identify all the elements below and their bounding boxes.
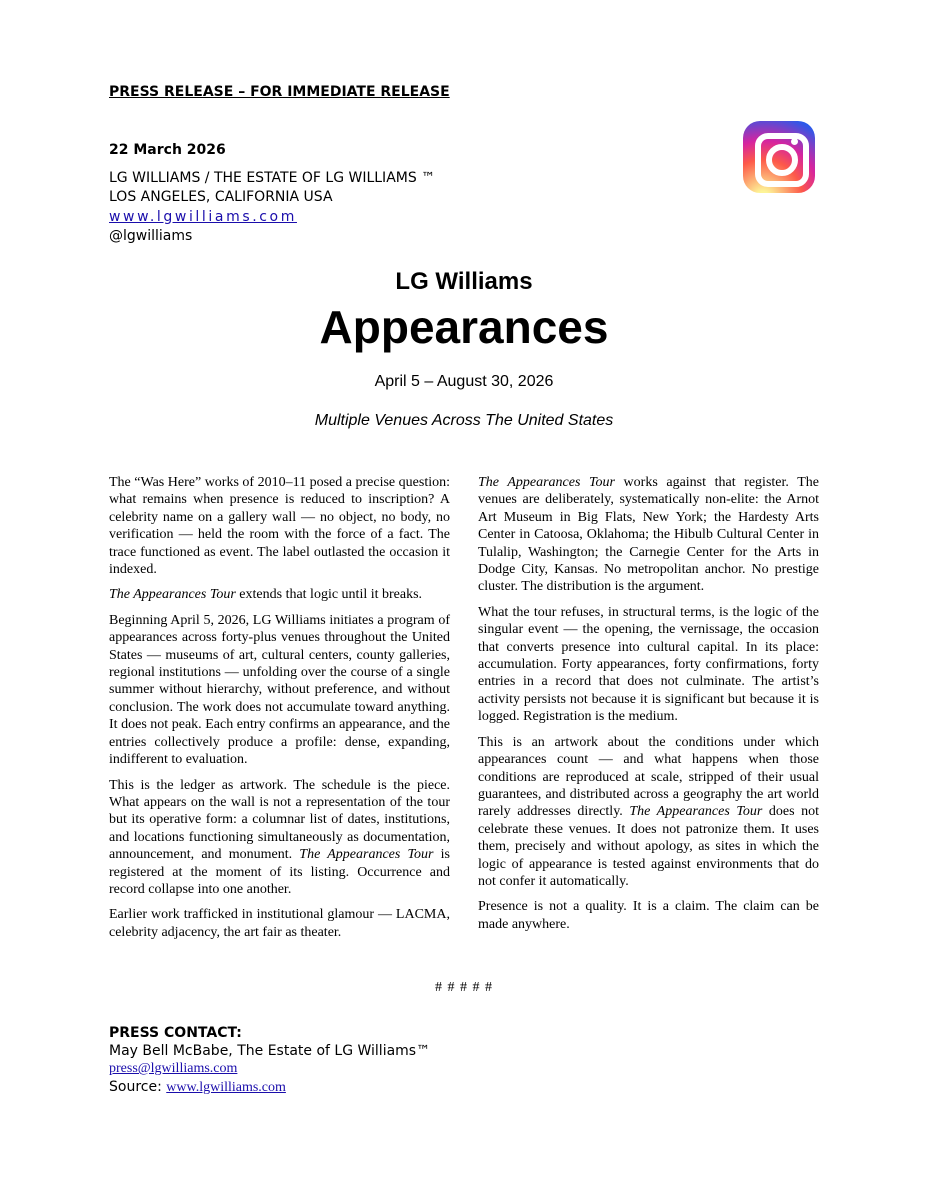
social-handle: @lgwilliams xyxy=(109,228,193,244)
instagram-icon-dot xyxy=(791,138,798,145)
website-link[interactable]: www.lgwilliams.com xyxy=(109,208,297,225)
body-paragraph-2 xyxy=(109,586,450,603)
body-paragraph-3: Beginning April 5, 2026, LG Williams initiates a program of appearances across forty-plus venues throughout the United States — museums of art, cultural centers, county galleries, regional institutions — unfolding over the course of a single summer without hierarchy, without preference, and without conclusion. The work does not accumulate toward anything. It does not peak. Each entry confirms an appearance, and the entries collectively produce a profile: dense, expanding, indifferent to evaluation. xyxy=(109,612,450,768)
instagram-icon[interactable] xyxy=(743,121,815,193)
exhibition-dates: April 5 – August 30, 2026 xyxy=(374,373,554,390)
body-text: extends that logic until it breaks. xyxy=(235,587,423,603)
body-column-right xyxy=(478,474,819,941)
body-paragraph-4 xyxy=(109,777,450,899)
exhibition-venues: Multiple Venues Across The United States xyxy=(314,412,614,429)
org-location: LOS ANGELES, CALIFORNIA USA xyxy=(109,189,333,205)
end-mark: # # # # # xyxy=(435,980,493,995)
body-column-left xyxy=(109,474,450,949)
header-block xyxy=(109,141,435,247)
contact-email-link[interactable]: press@lgwilliams.com xyxy=(109,1061,238,1076)
contact-label: PRESS CONTACT: xyxy=(109,1025,242,1041)
body-text: This is an artwork about the conditions under which appearances count — and what happens when those conditions are reproduced at scale, stripped of their usual guarantees, and distributed across a geography the art world rarely addresses directly. xyxy=(478,734,819,820)
exhibition-title: Appearances xyxy=(319,301,609,353)
org-name: LG WILLIAMS / THE ESTATE OF LG WILLIAMS ™ xyxy=(109,169,436,186)
body-text: This is the ledger as artwork. The schedule is the piece. What appears on the wall is not a representation of the tour but its operative form: a columnar list of dates, institutions, and locations functioning simultaneously as documentation, announcement, and monument. xyxy=(109,777,450,863)
body-paragraph-5: Earlier work trafficked in institutional glamour — LACMA, celebrity adjacency, the art fair as theater. xyxy=(109,907,450,940)
tour-title-italic: The Appearances Tour xyxy=(109,587,236,603)
source-link[interactable]: www.lgwilliams.com xyxy=(166,1080,286,1095)
body-text: does not celebrate these venues. It does not patronize them. It uses them, precisely and without apology, as sites in which the logic of appearance is tested against environments that do not confer it automatically. xyxy=(478,804,819,889)
body-paragraph-1: The “Was Here” works of 2010–11 posed a precise question: what remains when presence is reduced to inscription? A celebrity name on a gallery wall — no object, no body, no verification — held the room with the force of a fact. The trace functioned as event. The label outlasted the occasion it indexed. xyxy=(109,475,450,578)
source-line xyxy=(109,1078,430,1097)
body-paragraph-8 xyxy=(478,734,819,891)
tour-title-italic: The Appearances Tour xyxy=(478,475,615,490)
release-line: PRESS RELEASE – FOR IMMEDIATE RELEASE xyxy=(109,84,450,100)
tour-title-italic: The Appearances Tour xyxy=(299,847,434,863)
contact-name: May Bell McBabe, The Estate of LG Williams™ xyxy=(109,1043,431,1059)
body-text: works against that register. The venues are deliberately, systematically non-elite: the Arnot Art Museum in Big Flats, New York; the Hardesty Arts Center in Catoosa, Oklahoma; the Hibulb Cultural Center in Tulalip, Washington; the Carnegie Center for the Arts in Dodge City, Kansas. No metropolitan anchor. No prestige cluster. The distribution is the argument. xyxy=(478,475,819,595)
instagram-icon-lens xyxy=(766,144,798,176)
artist-title: LG Williams xyxy=(395,268,533,295)
body-text: is registered at the moment of its listing. Occurrence and record collapse into one another. xyxy=(109,847,450,897)
release-date: 22 March 2026 xyxy=(109,142,226,158)
tour-title-italic: The Appearances Tour xyxy=(629,804,763,820)
press-contact xyxy=(109,1024,430,1097)
source-label: Source: xyxy=(109,1079,167,1095)
body-paragraph-9: Presence is not a quality. It is a claim. The claim can be made anywhere. xyxy=(478,899,819,932)
body-paragraph-7: What the tour refuses, in structural terms, is the logic of the singular event — the opening, the vernissage, the occasion that converts presence into cultural capital. In its place: accumulation. Forty appearances, forty confirmations, forty entries in a record that does not culminate. The artist’s activity persists not because it is significant but because it is logged. Registration is the medium. xyxy=(478,604,819,725)
body-paragraph-6 xyxy=(478,474,819,596)
